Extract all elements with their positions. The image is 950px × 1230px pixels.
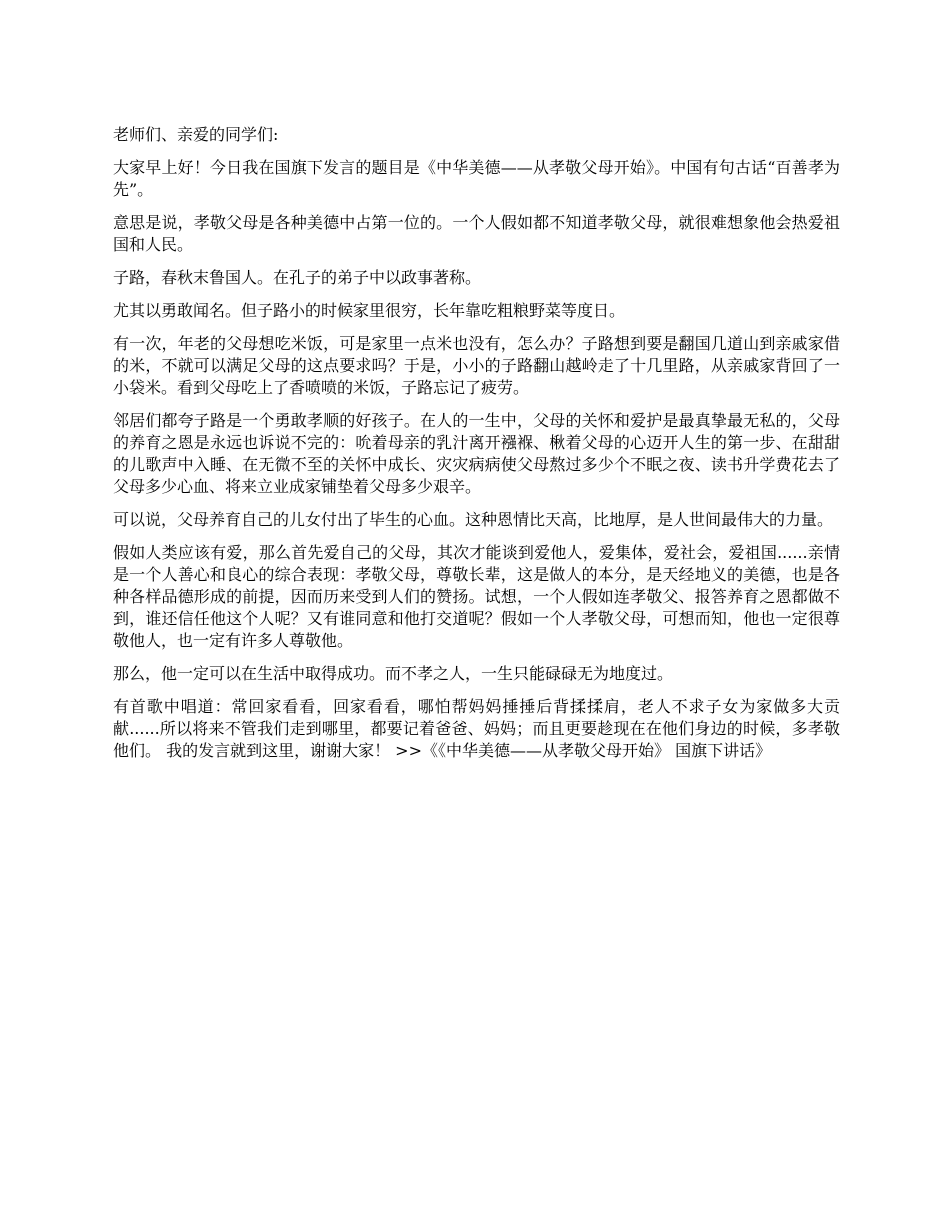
paragraph: 有一次，年老的父母想吃米饭，可是家里一点米也没有，怎么办？子路想到要是翻国几道山到亲戚家借的米，不就可以满足父母的这点要求吗？于是，小小的子路翻山越岭走了十几里路，从亲戚家背回了一小袋米。看到父母吃上了香喷喷的米饭，子路忘记了疲劳。 [113, 334, 840, 397]
paragraph: 可以说，父母养育自己的儿女付出了毕生的心血。这种恩情比天高，比地厚，是人世间最伟大的力量。 [113, 510, 834, 529]
document-body [113, 124, 840, 773]
paragraph: 那么，他一定可以在生活中取得成功。而不孝之人，一生只能碌碌无为地度过。 [113, 664, 674, 683]
paragraph: 子路，春秋末鲁国人。在孔子的弟子中以政事著称。 [113, 268, 482, 287]
paragraph: 大家早上好！今日我在国旗下发言的题目是《中华美德——从孝敬父母开始》。中国有句古话“百善孝为先”。 [113, 158, 840, 199]
closing-paragraph: 有首歌中唱道：常回家看看，回家看看，哪怕帮妈妈捶捶后背揉揉肩，老人不求子女为家做多大贡献......所以将来不管我们走到哪里，都要记着爸爸、妈妈；而且更要趁现在在他们身边的时候，多孝敬他们。 我的发言就到这里，谢谢大家！ >>《《中华美德——从孝敬父母开始》 国旗下讲话》 [113, 697, 840, 760]
paragraph: 假如人类应该有爱，那么首先爱自己的父母，其次才能谈到爱他人，爱集体，爱社会，爱祖国......亲情是一个人善心和良心的综合表现：孝敬父母，尊敬长辈，这是做人的本分，是天经地义的美德，也是各种各样品德形成的前提，因而历来受到人们的赞扬。试想，一个人假如连孝敬父、报答养育之恩都做不到，谁还信任他这个人呢？又有谁同意和他打交道呢？假如一个人孝敬父母，可想而知，他也一定很尊敬他人，也一定有许多人尊敬他。 [113, 543, 840, 650]
salutation: 老师们、亲爱的同学们: [113, 125, 279, 144]
paragraph: 尤其以勇敢闻名。但子路小的时候家里很穷，长年靠吃粗粮野菜等度日。 [113, 301, 626, 320]
paragraph: 意思是说，孝敬父母是各种美德中占第一位的。一个人假如都不知道孝敬父母，就很难想象他会热爱祖国和人民。 [113, 213, 840, 254]
paragraph: 邻居们都夸子路是一个勇敢孝顺的好孩子。在人的一生中，父母的关怀和爱护是最真挚最无私的，父母的养育之恩是永远也诉说不完的：吮着母亲的乳汁离开襁褓、楸着父母的心迈开人生的第一步、在甜甜的儿歌声中入睡、在无微不至的关怀中成长、灾灾病病使父母熬过多少个不眠之夜、读书升学费花去了父母多少心血、将来立业成家铺垫着父母多少艰辛。 [113, 411, 840, 496]
